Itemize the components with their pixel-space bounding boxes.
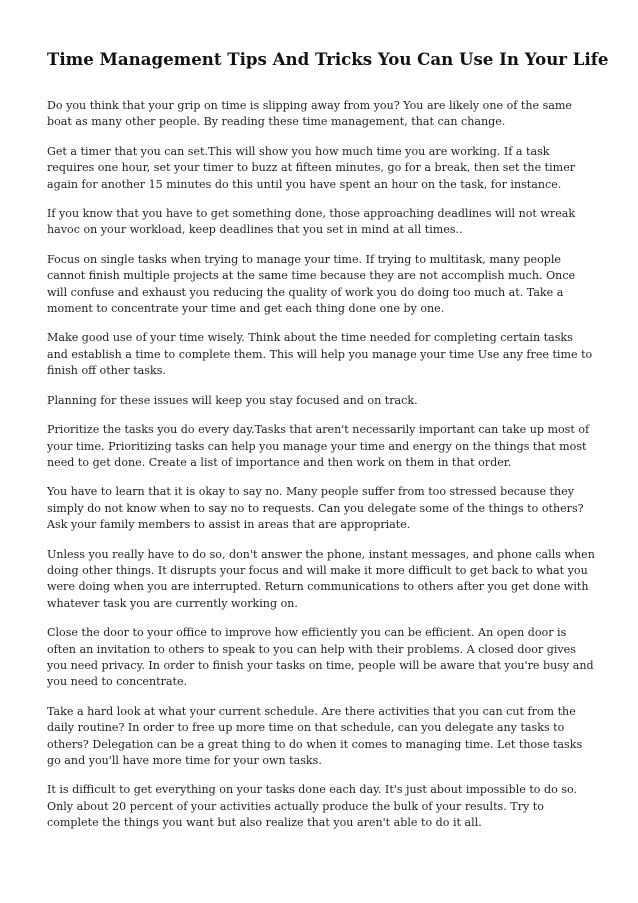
paragraph: Prioritize the tasks you do every day.Tasks that aren't necessarily important can take up most of your time. Prioritizing tasks can help you manage your time and energy on the things that most need to get done. Create a list of importance and then work on them in that order.: [47, 423, 590, 469]
paragraph: Planning for these issues will keep you stay focused and on track.: [47, 393, 418, 407]
paragraph: Focus on single tasks when trying to manage your time. If trying to multitask, many people cannot finish multiple projects at the same time because they are not accomplish much. Once will confuse and exhaust you reducing the quality of work you do doing too much at. Take a moment to concentrate your time and get each thing done one by one.: [47, 252, 576, 316]
paragraph: You have to learn that it is okay to say no. Many people suffer from too stressed because they simply do not know when to say no to requests. Can you delegate some of the things to others? Ask your family members to assist in areas that are appropriate.: [47, 485, 584, 532]
paragraph: Take a hard look at what your current schedule. Are there activities that you can cut from the daily routine? In order to free up more time on that schedule, can you delegate any tasks to others? Delegation can be a great thing to do when it comes to managing time. Let those tasks go and you'll have more time for your own tasks.: [47, 704, 583, 767]
paragraph: Get a timer that you can set.This will show you how much time you are working. If a task requires one hour, set your timer to buzz at fifteen minutes, go for a break, then set the timer again for another 15 minutes do this until you have spent an hour on the task, for instance.: [47, 144, 576, 191]
paragraph: Make good use of your time wisely. Think about the time needed for completing certain tasks and establish a time to complete them. This will help you manage your time Use any free time to finish off other tasks.: [47, 331, 593, 378]
article-body: [47, 98, 597, 832]
paragraph: If you know that you have to get something done, those approaching deadlines will not wreak havoc on your workload, keep deadlines that you set in mind at all times..: [47, 207, 576, 237]
paragraph: Do you think that your grip on time is slipping away from you? You are likely one of the same boat as many other people. By reading these time management, that can change.: [47, 99, 572, 129]
page-title: Time Management Tips And Tricks You Can Use In Your Life: [47, 49, 609, 69]
paragraph: Close the door to your office to improve how efficiently you can be efficient. An open door is often an invitation to others to speak to you can help with their problems. A closed door gives you need privacy. In order to finish your tasks on time, people will be aware that you're busy and you need to concentrate.: [47, 626, 594, 689]
paragraph: Unless you really have to do so, don't answer the phone, instant messages, and phone calls when doing other things. It disrupts your focus and will make it more difficult to get back to what you were doing when you are interrupted. Return communications to others after you get done with whatever task you are currently working on.: [47, 547, 595, 610]
paragraph: It is difficult to get everything on your tasks done each day. It's just about impossible to do so. Only about 20 percent of your activities actually produce the bulk of your results. Try to complete the things you want but also realize that you aren't able to do it all.: [47, 783, 578, 830]
